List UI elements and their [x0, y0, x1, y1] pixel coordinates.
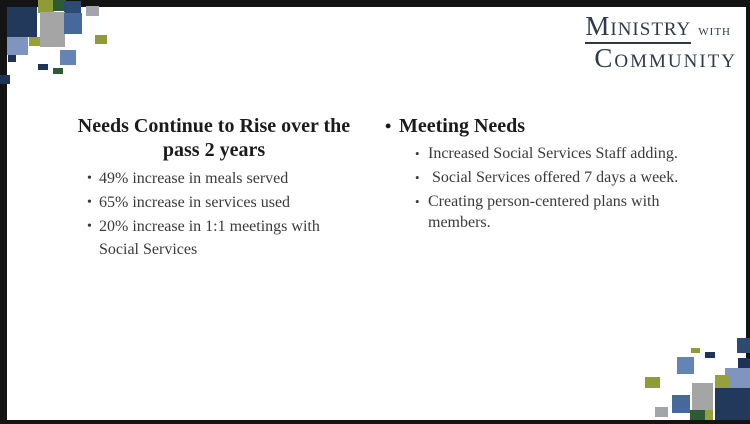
- bullet-icon: •: [87, 219, 92, 234]
- list-item: [385, 167, 715, 188]
- decor-square: [7, 37, 28, 55]
- left-column-heading: [58, 114, 370, 162]
- bullet-text: 65% increase in services used: [99, 194, 291, 211]
- bullet-text: Creating person-centered plans with members.: [428, 193, 664, 231]
- decor-square: [715, 375, 730, 388]
- decor-square: [645, 377, 660, 388]
- decor-square: [691, 348, 700, 353]
- logo-with-text: with: [698, 22, 731, 39]
- logo-line-1: [585, 13, 737, 44]
- list-item: [58, 191, 370, 214]
- decor-square: [40, 12, 65, 47]
- decor-square: [8, 55, 16, 62]
- left-heading-line2: pass 2 years: [162, 139, 266, 161]
- decor-square: [0, 75, 10, 84]
- decor-square: [705, 352, 715, 358]
- right-column-heading: [385, 114, 715, 139]
- decor-square: [672, 395, 690, 413]
- left-column: [58, 114, 370, 262]
- list-item: [58, 167, 370, 190]
- list-item: [385, 143, 715, 164]
- decor-square: [38, 64, 48, 70]
- logo-community-text: Community: [594, 43, 737, 73]
- decor-square: [95, 35, 107, 44]
- decor-square: [692, 383, 713, 413]
- bullet-text: Increased Social Services Staff adding.: [428, 145, 678, 162]
- decor-square: [86, 6, 99, 16]
- decor-square: [690, 410, 705, 420]
- list-item: [385, 191, 715, 233]
- decor-square: [60, 50, 76, 65]
- bullet-text: Social Services offered 7 days a week.: [428, 169, 679, 186]
- bullet-icon: •: [415, 194, 420, 209]
- decor-square: [7, 7, 37, 37]
- logo-ministry-text: Ministry: [585, 13, 691, 44]
- bullet-text: 49% increase in meals served: [99, 170, 289, 187]
- bullet-icon: •: [415, 146, 420, 161]
- bullet-text: 20% increase in 1:1 meetings with Social Services: [99, 218, 324, 258]
- bullet-icon: •: [87, 195, 92, 210]
- bullet-icon: •: [415, 170, 420, 185]
- left-heading-line1: Needs Continue to Rise over the: [77, 115, 351, 137]
- ministry-with-community-logo: [585, 13, 737, 72]
- decor-square: [655, 407, 668, 417]
- bullet-icon: •: [87, 171, 92, 186]
- left-bullet-list: [58, 167, 370, 261]
- bullet-icon: •: [385, 116, 392, 136]
- decor-square: [737, 338, 750, 353]
- slide-canvas: [7, 7, 746, 420]
- decor-square: [738, 358, 750, 368]
- decor-square: [715, 388, 750, 420]
- decor-square: [64, 13, 82, 34]
- decor-square: [53, 68, 63, 74]
- right-column: [385, 114, 715, 236]
- decor-square: [29, 37, 40, 46]
- right-heading-text: Meeting Needs: [399, 115, 526, 137]
- right-bullet-list: [385, 143, 715, 233]
- decor-square: [705, 410, 713, 420]
- list-item: [58, 215, 370, 261]
- decor-square: [677, 357, 694, 374]
